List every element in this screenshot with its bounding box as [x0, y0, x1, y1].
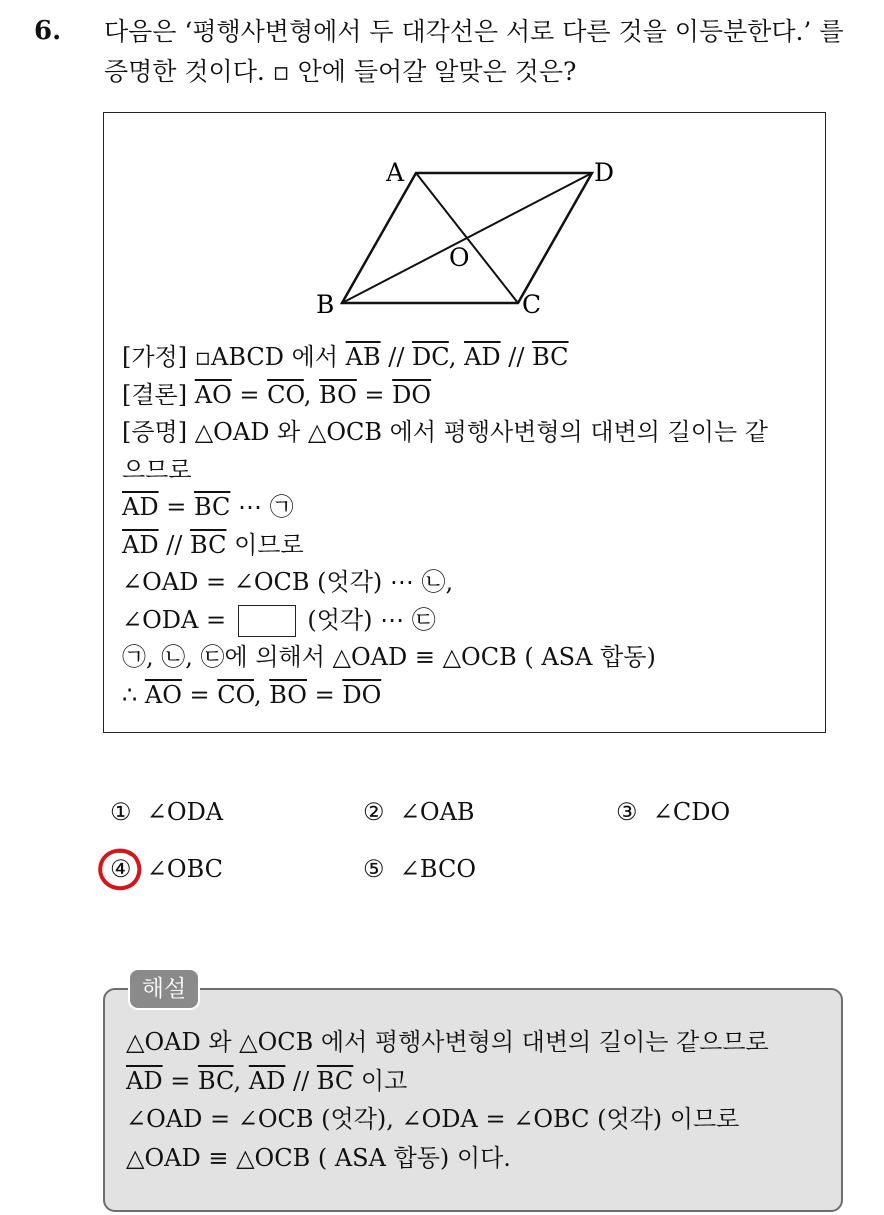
center-label-o: O	[449, 243, 470, 272]
option-4[interactable]: ④ ∠OBC	[110, 855, 224, 883]
proof-line-6: $\overline{AD} // \overline{BC}$ 이므로	[122, 530, 304, 559]
solution-text	[126, 1023, 826, 1177]
proof-conclusion: [결론] $\overline{AO} = \overline{CO}$, $\overline{BO} = \overline{DO}$	[122, 380, 432, 409]
solution-line-3: ∠OAD = ∠OCB (엇각), ∠ODA = ∠OBC (엇각) 이므로	[126, 1105, 740, 1133]
solution-tag: 해설	[128, 968, 200, 1010]
proof-line-3: [증명] △OAD 와 △OCB 에서 평행사변형의 대변의 길이는 같	[122, 418, 768, 446]
vertex-label-c: C	[522, 290, 542, 319]
answer-blank	[238, 605, 296, 637]
vertex-label-a: A	[386, 158, 405, 187]
proof-line-5: $\overline{AD} = \overline{BC}$ ⋯ ㉠	[122, 493, 294, 521]
question-text	[104, 12, 874, 92]
option-1[interactable]: ① ∠ODA	[110, 798, 224, 826]
option-2[interactable]: ② ∠OAB	[363, 798, 475, 826]
option-5[interactable]: ⑤ ∠BCO	[363, 855, 477, 883]
proof-line-10: ∴ $\overline{AO} = \overline{CO}$, $\overline{BO} = \overline{DO}$	[122, 680, 382, 709]
proof-line-4: 으므로	[122, 455, 192, 484]
parallelogram-figure	[316, 133, 744, 319]
vertex-label-d: D	[594, 158, 615, 187]
option-3[interactable]: ③ ∠CDO	[616, 798, 731, 826]
red-circle-stroke	[100, 851, 139, 889]
solution-box	[103, 988, 843, 1212]
solution-line-1: △OAD 와 △OCB 에서 평행사변형의 대변의 길이는 같으므로	[126, 1028, 769, 1056]
solution-line-4: △OAD ≡ △OCB ( ASA 합동) 이다.	[126, 1143, 511, 1172]
proof-line-9: ㉠, ㉡, ㉢에 의해서 △OAD ≡ △OCB ( ASA 합동)	[122, 643, 656, 671]
proof-line-7: ∠OAD = ∠OCB (엇각) ⋯ ㉡,	[122, 568, 454, 596]
proof-assumption: [가정] ▫ABCD 에서 $\overline{AB} // \overline{DC}$, $\overline{AD} // \overline{BC}$	[122, 343, 569, 371]
question-line-1: 다음은 ‘평행사변형에서 두 대각선은 서로 다른 것을 이등분한다.’ 를	[104, 17, 844, 46]
question-line-2: 증명한 것이다. ▫ 안에 들어갈 알맞은 것은?	[104, 57, 577, 86]
answer-circle-mark	[97, 846, 145, 892]
proof-text	[122, 339, 812, 714]
vertex-label-b: B	[316, 290, 335, 319]
proof-line-8: ∠ODA = (엇각) ⋯ ㉢	[122, 602, 812, 640]
question-number: 6.	[34, 16, 62, 46]
proof-box	[103, 112, 826, 733]
solution-line-2: $\overline{AD} = \overline{BC}$, $\overline{AD} // \overline{BC}$ 이고	[126, 1066, 408, 1095]
